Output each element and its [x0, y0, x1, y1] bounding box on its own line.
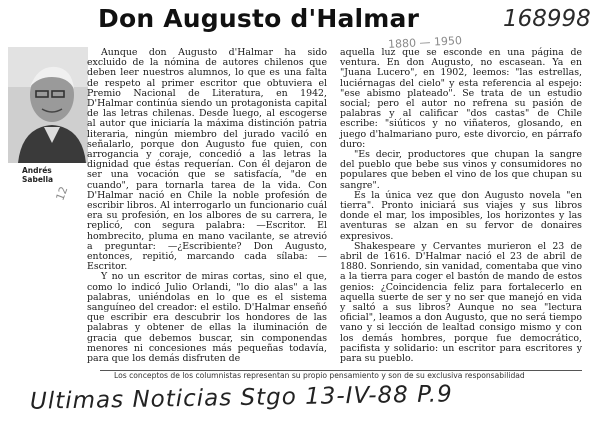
paragraph: Es la única vez que don Augusto novela "en tierra". Pronto iniciará sus viajes y sus libros donde el mar, los imposibles, los horizontes y las aventuras se alzan en su fervor de donaires expresivos. [340, 189, 582, 242]
author-caption [22, 166, 82, 184]
handwritten-margin-mark: 12 [53, 184, 71, 203]
handwritten-archive-code: 168998 [503, 6, 591, 32]
article-title: Don Augusto d'Halmar [98, 4, 420, 33]
article-column-right [340, 48, 582, 364]
paragraph: Shakespeare y Cervantes murieron el 23 de abril de 1616. D'Halmar nació el 23 de abril de 1880. Sonriendo, sin vanidad, comentaba que vino a la tierra para coger el bastón de mando de estos genios: ¿Coincidencia feliz para fortalecerlo en aquella suerte de ser y no ser que manejó en vida y saltó a sus libros? Aunque no sea "lectura oficial", leamos a don Augusto, que no será tiempo vano y si lección de lealtad consigo mismo y con los demás hombres, porque fue democrático, pacifista y solidario: un escritor para escritores y para su pueblo. [340, 240, 582, 365]
author-photo [8, 47, 88, 163]
caption-last-name: Sabella [22, 175, 54, 184]
handwritten-source-note: Ultimas Noticias Stgo 13-IV-88 P.9 [29, 381, 453, 415]
paragraph: Y no un escritor de miras cortas, sino el que, como lo indicó Julio Orlandi, "lo dio alas" a las palabras, uniéndolas en lo que es el sistema sanguíneo del creador: el estilo. D'Halmar enseñó que escribir era descubrir los hondores de las palabras y obtener de ellas la iluminación de gracia que debemos buscar, sin componendas menores ni concesiones más pequeñas todavía, para que los demás disfruten de [87, 271, 327, 365]
paragraph: aquella luz que se esconde en una página de ventura. En don Augusto, no escasean. Ya en "Juana Lucero", en 1902, leemos: "las estrellas, luciérnagas del cielo" y esta referencia al espejo: "ese abismo plateado". Se trata de un estudio social; pero el autor no refrena su pasión de palabras y al calificar "dos castas" de Chile escribe: "siúticos y no viñateros, glosando, en juego d'halmariano puro, este divorcio, en párrafo duro: [340, 47, 582, 150]
portrait-image [8, 47, 88, 163]
paragraph: Aunque don Augusto d'Halmar ha sido excluido de la nómina de autores chilenos que deben leer nuestros alumnos, lo que es una falta de respeto al primer escritor que obtuviera el Premio Nacional de Literatura, en 1942, D'Halmar continúa siendo un protagonista capital de las letras chilenas. Desde luego, al escogerse al autor que iniciaría la máxima distinción patria literaria, ningún miembro del jurado vaciló en señalarlo, porque don Augusto fue quien, con arrogancia y coraje, concedió a las letras la dignidad que éstas requerían. Con él dejaron de ser una vocación que se satisfacía, "de en cuando", para tornarla tarea de la vida. Con D'Halmar nació en Chile la noble profesión de escribir libros. Al interrogarlo un funcionario cuál era su profesión, en los albores de su carrera, le replicó, con segura palabra: —Escritor. El hombrecito, pluma en mano vacilante, se atrevió a preguntar: —¿Escribiente? Don Augusto, entonces, repitió, marcando cada sílaba: —Escritor. [87, 47, 327, 273]
handwritten-years-note: 1880 — 1950 [387, 34, 463, 51]
disclaimer-note: Los conceptos de los columnistas representan su propio pensamiento y son de su exclusiva responsabilidad [114, 371, 525, 380]
paragraph: "Es decir, productores que chupan la sangre del pueblo que bebe sus vinos y consumidores no populares que beben el vino de los que chupan su sangre". [340, 149, 582, 191]
article-column-left [87, 48, 327, 364]
caption-first-name: Andrés [22, 166, 52, 175]
